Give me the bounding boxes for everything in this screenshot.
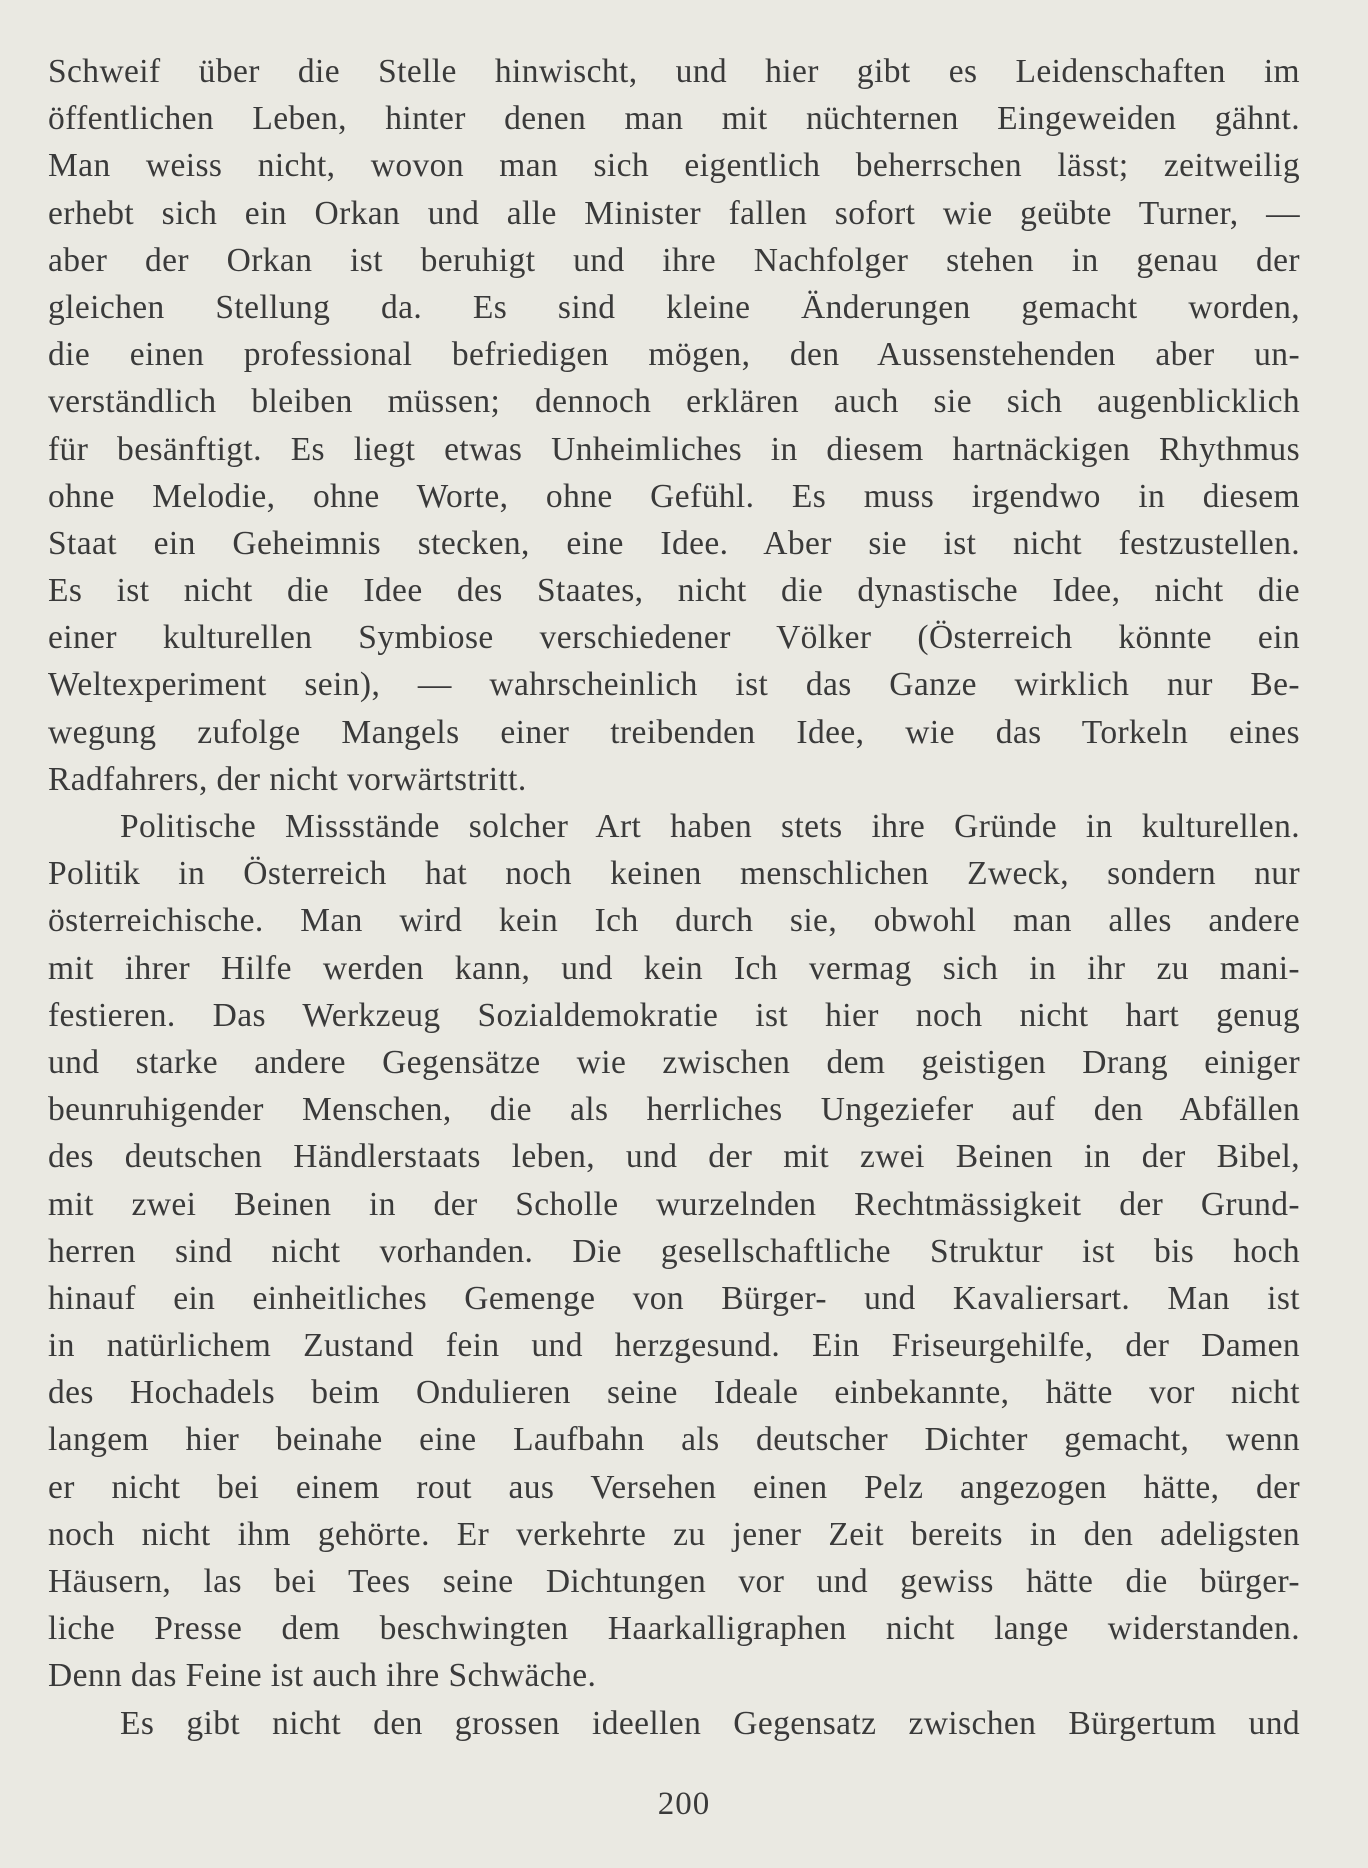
text-line: langem hier beinahe eine Laufbahn als deutscher Dichter gemacht, wenn [48,1421,1300,1459]
text-line: gleichen Stellung da. Es sind kleine Änderungen gemacht worden, [48,288,1300,326]
text-line: beunruhigender Menschen, die als herrliches Ungeziefer auf den Abfällen [48,1091,1300,1129]
text-line: mit ihrer Hilfe werden kann, und kein Ich vermag sich in ihr zu mani- [48,949,1300,987]
text-line: Es gibt nicht den grossen ideellen Gegensatz zwischen Bürgertum und [120,1704,1300,1742]
text-line: die einen professional befriedigen mögen, den Aussenstehenden aber un- [48,336,1300,374]
text-line: des deutschen Händlerstaats leben, und der mit zwei Beinen in der Bibel, [48,1138,1300,1176]
text-line: Es ist nicht die Idee des Staates, nicht die dynastische Idee, nicht die [48,572,1300,610]
text-line: Weltexperiment sein), — wahrscheinlich ist das Ganze wirklich nur Be- [48,666,1300,704]
paragraph [48,803,1300,1700]
paragraph [48,1700,1300,1747]
text-line: er nicht bei einem rout aus Versehen einen Pelz angezogen hätte, der [48,1468,1300,1506]
text-line: für besänftigt. Es liegt etwas Unheimliches in diesem hartnäckigen Rhythmus [48,430,1300,468]
text-line: noch nicht ihm gehörte. Er verkehrte zu jener Zeit bereits in den adeligsten [48,1515,1300,1553]
text-line: öffentlichen Leben, hinter denen man mit nüchternen Eingeweiden gähnt. [48,100,1300,138]
text-line: in natürlichem Zustand fein und herzgesund. Ein Friseurgehilfe, der Damen [48,1327,1300,1365]
text-line: Häusern, las bei Tees seine Dichtungen vor und gewiss hätte die bürger- [48,1563,1300,1600]
text-line: liche Presse dem beschwingten Haarkalligraphen nicht lange widerstanden. [48,1610,1300,1648]
text-line: verständlich bleiben müssen; dennoch erklären auch sie sich augenblicklich [48,383,1300,421]
text-line: Staat ein Geheimnis stecken, eine Idee. Aber sie ist nicht festzustellen. [48,524,1300,562]
text-line: Man weiss nicht, wovon man sich eigentlich beherrschen lässt; zeitweilig [48,147,1300,185]
text-line: Politische Missstände solcher Art haben stets ihre Gründe in kulturellen. [120,808,1300,845]
text-line: wegung zufolge Mangels einer treibenden Idee, wie das Torkeln eines [48,713,1300,751]
text-line: erhebt sich ein Orkan und alle Minister fallen sofort wie geübte Turner, — [48,194,1300,232]
text-line: hinauf ein einheitliches Gemenge von Bürger- und Kavaliersart. Man ist [48,1279,1300,1317]
text-line: Denn das Feine ist auch ihre Schwäche. [48,1657,597,1695]
text-line: ohne Melodie, ohne Worte, ohne Gefühl. Es muss irgendwo in diesem [48,477,1300,515]
text-line: und starke andere Gegensätze wie zwischen dem geistigen Drang einiger [48,1043,1300,1081]
text-line: des Hochadels beim Ondulieren seine Ideale einbekannte, hätte vor nicht [48,1374,1300,1412]
paragraph [48,48,1300,803]
text-line: Schweif über die Stelle hinwischt, und hier gibt es Leidenschaften im [48,53,1300,90]
page-number: 200 [657,1786,711,1822]
page-body [48,48,1300,1747]
text-line: Radfahrers, der nicht vorwärtstritt. [48,760,527,798]
text-line: mit zwei Beinen in der Scholle wurzelnden Rechtmässigkeit der Grund- [48,1185,1300,1223]
text-line: herren sind nicht vorhanden. Die gesellschaftliche Struktur ist bis hoch [48,1232,1300,1270]
text-line: österreichische. Man wird kein Ich durch sie, obwohl man alles andere [48,902,1300,940]
text-line: einer kulturellen Symbiose verschiedener Völker (Österreich könnte ein [48,619,1300,657]
text-line: Politik in Österreich hat noch keinen menschlichen Zweck, sondern nur [48,855,1300,893]
text-line: festieren. Das Werkzeug Sozialdemokratie ist hier noch nicht hart genug [48,996,1300,1034]
text-line: aber der Orkan ist beruhigt und ihre Nachfolger stehen in genau der [48,241,1300,279]
